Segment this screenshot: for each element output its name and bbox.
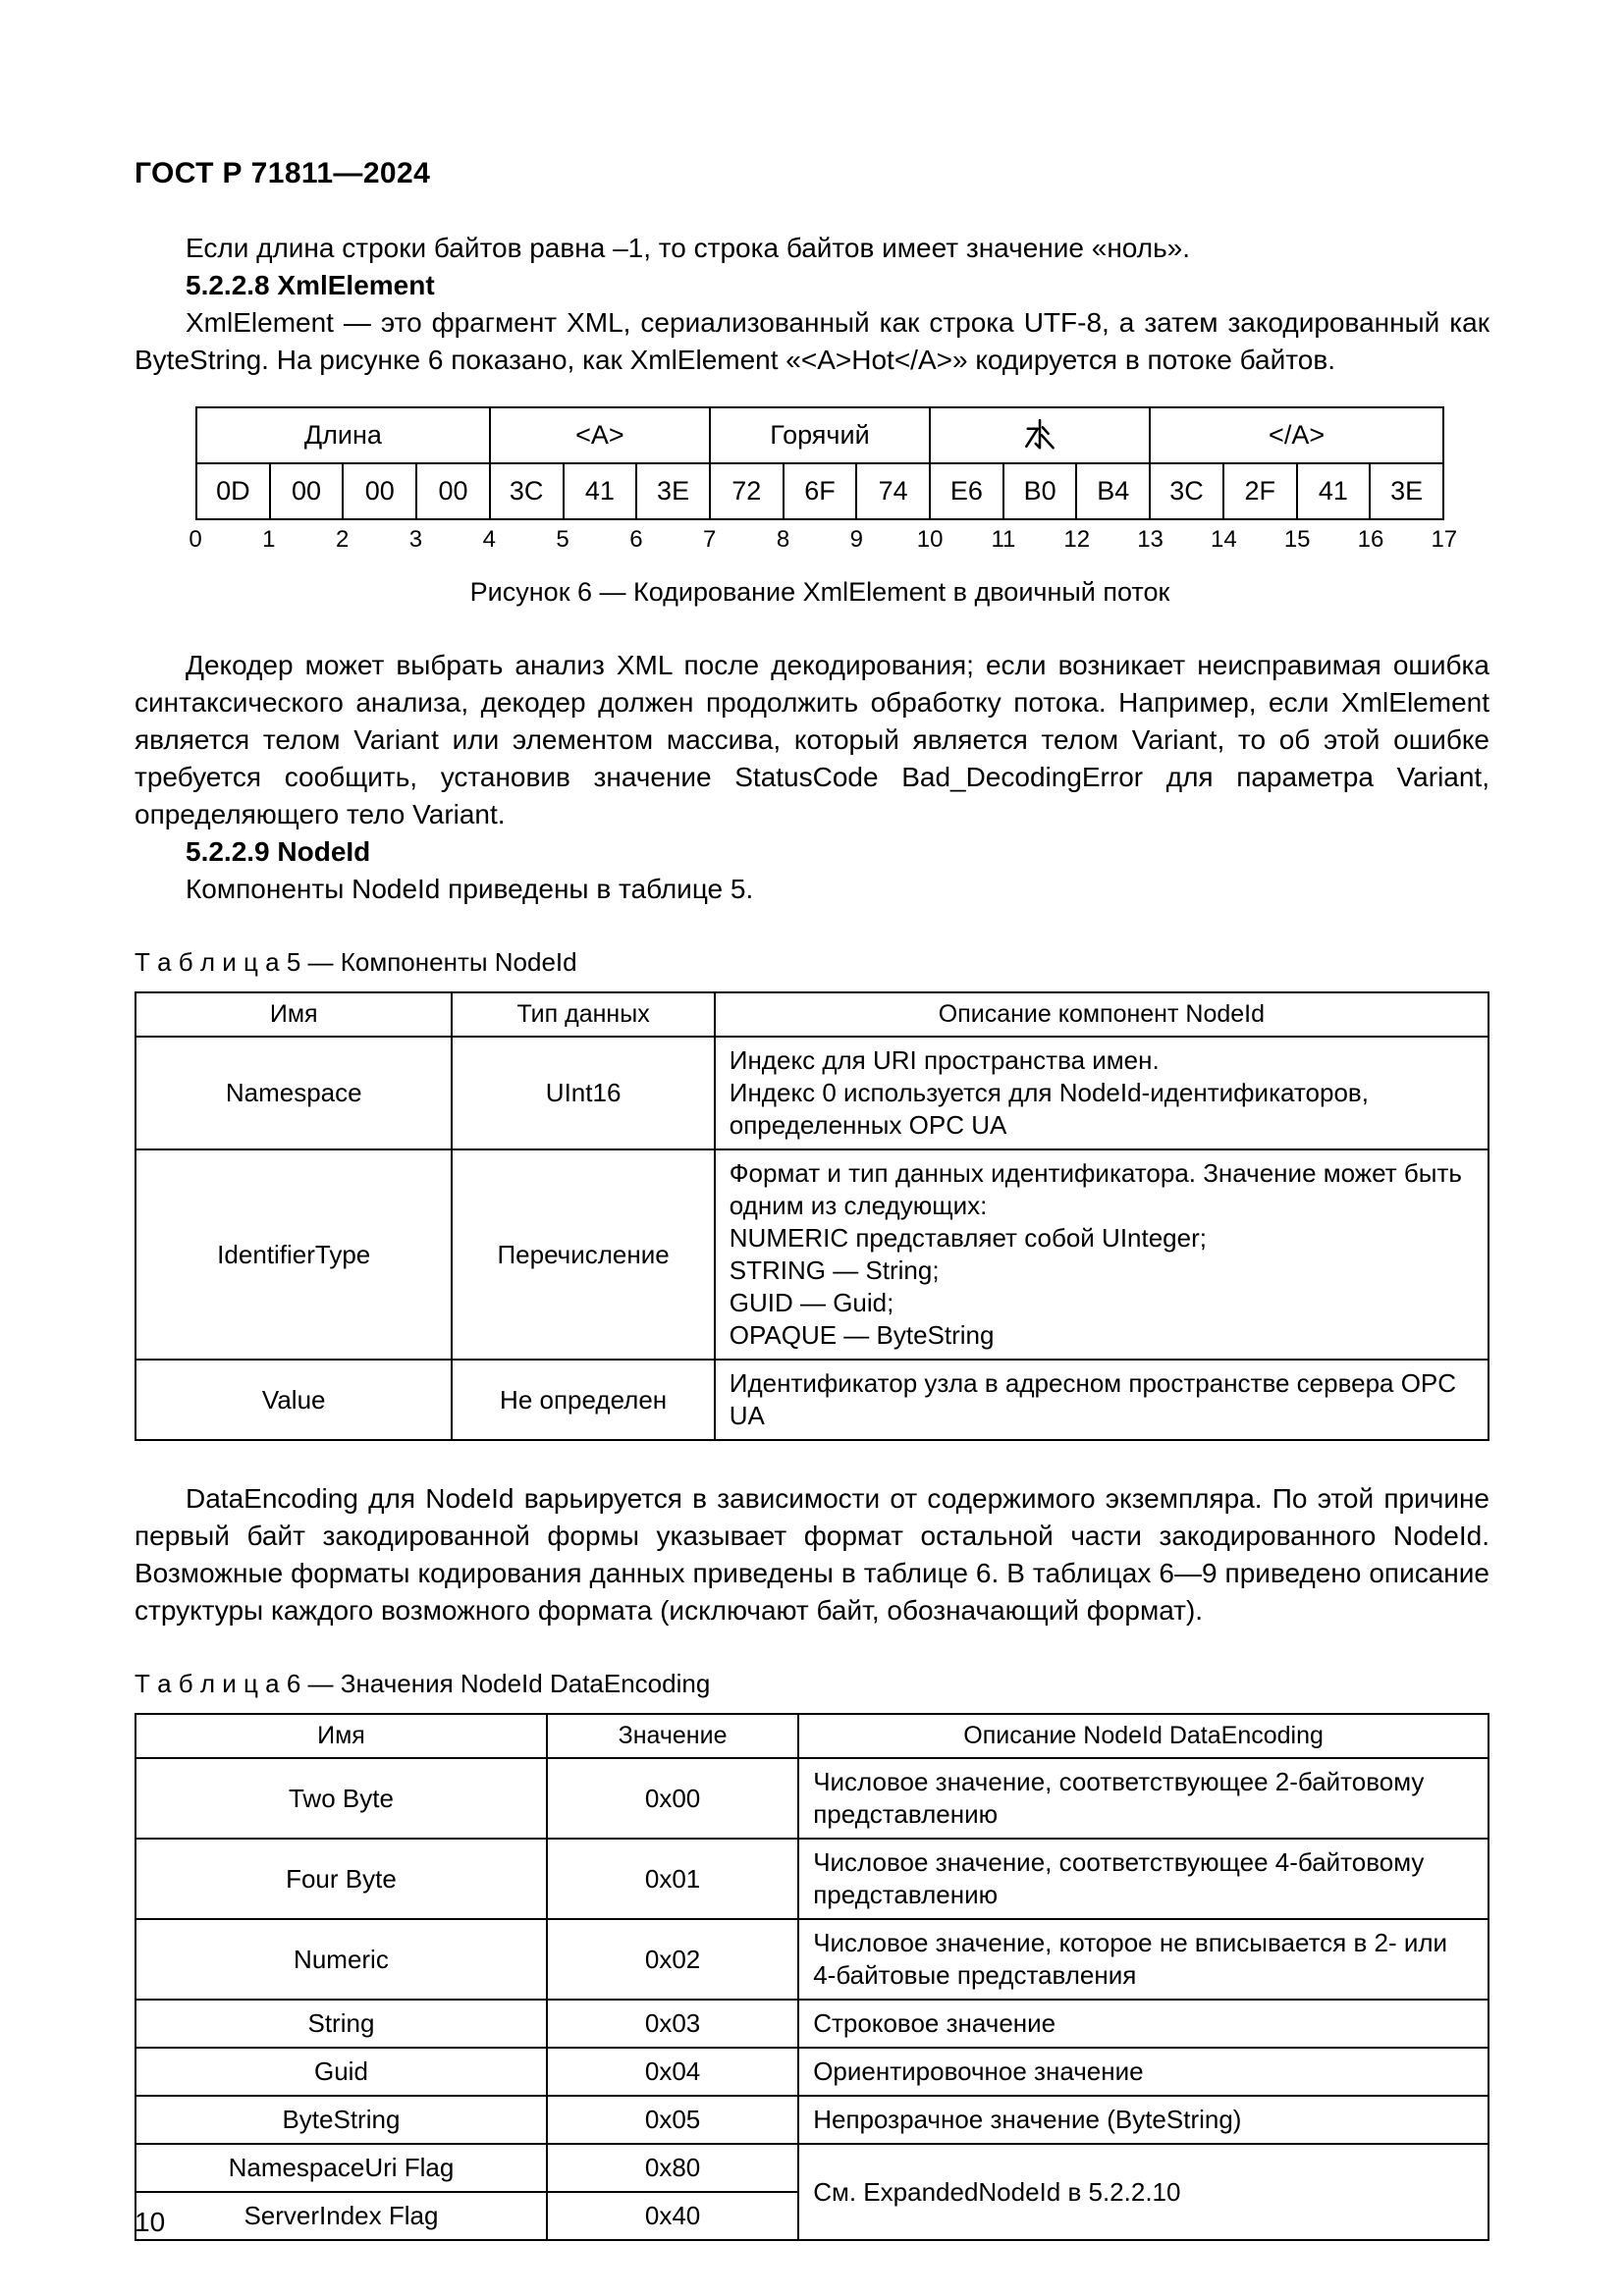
description-line: STRING — String; <box>729 1255 940 1285</box>
column-header-datatype: Тип данных <box>452 992 714 1037</box>
table-row-identifiertype <box>135 1149 1489 1360</box>
cell-description: Числовое значение, соответствующее 2-байтовому представлению <box>798 1758 1489 1839</box>
cell-datatype: UInt16 <box>452 1037 714 1149</box>
paragraph-decoder: Декодер может выбрать анализ XML после декодирования; если возникает неисправимая ошибка синтаксического анализа, декодер должен продолжить обработку потока. Например, если XmlElement является телом Variant или элементом массива, который является телом Variant, то об этой ошибке требуется сообщить, установив значение StatusCode Bad_DecodingError для параметра Variant, определяющего тело Variant. <box>135 650 1489 829</box>
document-header: ГОСТ Р 71811—2024 <box>135 157 431 189</box>
table-6-header-row <box>135 1714 1489 1758</box>
offset-label: 8 <box>776 526 790 553</box>
byte-offset-labels <box>176 526 1464 554</box>
offset-label: 12 <box>1063 526 1091 553</box>
byte-cell: B0 <box>1003 463 1077 519</box>
description-line: Формат и тип данных идентификатора. Значение может быть одним из следующих: <box>729 1158 1462 1220</box>
byte-encoding-table <box>195 406 1444 520</box>
heading-5-2-2-9-nodeid: 5.2.2.9 NodeId <box>186 836 371 867</box>
offset-label: 3 <box>408 526 423 553</box>
cell-description: Ориентировочное значение <box>798 2048 1489 2096</box>
byte-cell: 3E <box>636 463 710 519</box>
cell-description <box>715 1037 1489 1149</box>
table-6-label: Т а б л и ц а 6 — Значения NodeId DataEncoding <box>135 1669 711 1698</box>
offset-label: 9 <box>849 526 863 553</box>
cell-name: ByteString <box>135 2096 547 2144</box>
cell-name: IdentifierType <box>135 1149 452 1360</box>
table-row-two-byte <box>135 1758 1489 1839</box>
cell-description: Непрозрачное значение (ByteString) <box>798 2096 1489 2144</box>
cell-name: String <box>135 2000 547 2048</box>
description-line: GUID — Guid; <box>729 1288 894 1317</box>
table-row-string <box>135 2000 1489 2048</box>
cell-description-merged: См. ExpandedNodeId в 5.2.2.10 <box>798 2144 1489 2240</box>
group-label-close-a: </A> <box>1150 407 1443 463</box>
cell-value: 0x00 <box>547 1758 798 1839</box>
table-5-nodeid-components <box>135 991 1489 1441</box>
table-row-value <box>135 1360 1489 1440</box>
cell-name: Namespace <box>135 1037 452 1149</box>
cell-value: 0x02 <box>547 1919 798 2000</box>
byte-cell: 00 <box>416 463 490 519</box>
table-5-header-row <box>135 992 1489 1037</box>
group-label-hot: Горячий <box>710 407 930 463</box>
offset-label: 6 <box>629 526 643 553</box>
byte-cell: 41 <box>1297 463 1371 519</box>
water-character-text <box>1057 418 1058 419</box>
cell-description: Числовое значение, которое не вписывается в 2- или 4-байтовые представления <box>798 1919 1489 2000</box>
column-header-description: Описание NodeId DataEncoding <box>798 1714 1489 1758</box>
cell-description <box>715 1149 1489 1360</box>
offset-label: 2 <box>335 526 350 553</box>
group-label-open-a: <A> <box>490 407 710 463</box>
group-label-water <box>930 407 1150 463</box>
cell-value: 0x80 <box>547 2144 798 2192</box>
offset-label: 14 <box>1211 526 1237 553</box>
paragraph-xmlelement: XmlElement — это фрагмент XML, сериализованный как строка UTF-8, а затем закодированный как ByteString. На рисунке 6 показано, как XmlElement «<A>Hot</A>» кодируется в потоке байтов. <box>135 307 1489 375</box>
cell-value: 0x03 <box>547 2000 798 2048</box>
offset-label: 10 <box>916 526 944 553</box>
cell-value: 0x01 <box>547 1839 798 1919</box>
description-line: Индекс для URI пространства имен. <box>729 1045 1160 1075</box>
cell-datatype: Не определен <box>452 1360 714 1440</box>
table-6-nodeid-dataencoding <box>135 1713 1489 2241</box>
byte-cell: 3E <box>1370 463 1443 519</box>
byte-cell: 3C <box>1150 463 1223 519</box>
cell-name: Value <box>135 1360 452 1440</box>
cell-description <box>715 1360 1489 1440</box>
cell-name: ServerIndex Flag <box>135 2192 547 2240</box>
byte-cell: 72 <box>710 463 784 519</box>
table-row-guid <box>135 2048 1489 2096</box>
table-row-bytestring <box>135 2096 1489 2144</box>
paragraph-dataencoding: DataEncoding для NodeId варьируется в зависимости от содержимого экземпляра. По этой причине первый байт закодированной формы указывает формат остальной части закодированного NodeId. Возможные форматы кодирования данных приведены в таблице 6. В таблицах 6—9 приведено описание структуры каждого возможного формата (исключают байт, обозначающий формат). <box>135 1483 1489 1626</box>
cell-name: Four Byte <box>135 1839 547 1919</box>
offset-label: 11 <box>991 526 1016 553</box>
column-header-value: Значение <box>547 1714 798 1758</box>
cell-name: Numeric <box>135 1919 547 2000</box>
offset-label: 7 <box>703 526 717 553</box>
table-row-numeric <box>135 1919 1489 2000</box>
cell-name: Guid <box>135 2048 547 2096</box>
table-row-namespace <box>135 1037 1489 1149</box>
offset-label: 16 <box>1357 526 1384 553</box>
byte-cell: 00 <box>343 463 416 519</box>
description-line: Идентификатор узла в адресном пространстве сервера OPC UA <box>729 1368 1457 1430</box>
column-header-name: Имя <box>135 992 452 1037</box>
paragraph-bytestring-null: Если длина строки байтов равна –1, то строка байтов имеет значение «ноль». <box>186 233 1191 263</box>
byte-cell: 0D <box>196 463 270 519</box>
cell-value: 0x04 <box>547 2048 798 2096</box>
byte-cell: 00 <box>270 463 344 519</box>
byte-cell: B4 <box>1076 463 1150 519</box>
cell-value: 0x05 <box>547 2096 798 2144</box>
offset-label: 0 <box>189 526 202 553</box>
page-number: 10 <box>135 2207 166 2237</box>
byte-cell: E6 <box>930 463 1003 519</box>
column-header-description: Описание компонент NodeId <box>715 992 1489 1037</box>
description-line: OPAQUE — ByteString <box>729 1320 995 1350</box>
table-5-label: Т а б л и ц а 5 — Компоненты NodeId <box>135 947 577 977</box>
offset-label: 5 <box>556 526 569 553</box>
description-line: NUMERIC представляет собой UInteger; <box>729 1223 1207 1253</box>
heading-5-2-2-8-xmlelement: 5.2.2.8 XmlElement <box>186 270 435 300</box>
column-header-name: Имя <box>135 1714 547 1758</box>
water-character-icon <box>1022 418 1057 454</box>
paragraph-nodeid-components: Компоненты NodeId приведены в таблице 5. <box>186 874 754 904</box>
cell-name: NamespaceUri Flag <box>135 2144 547 2192</box>
byte-cell: 2F <box>1223 463 1297 519</box>
byte-cell: 6F <box>784 463 857 519</box>
cell-description: Строковое значение <box>798 2000 1489 2048</box>
byte-cell: 74 <box>856 463 930 519</box>
table-row-four-byte <box>135 1839 1489 1919</box>
cell-description: Числовое значение, соответствующее 4-байтовому представлению <box>798 1839 1489 1919</box>
description-line: Индекс 0 используется для NodeId-идентификаторов, определенных OPC UA <box>729 1078 1369 1140</box>
group-label-length: Длина <box>196 407 490 463</box>
byte-values-row <box>196 463 1443 519</box>
cell-value: 0x40 <box>547 2192 798 2240</box>
byte-cell: 3C <box>490 463 564 519</box>
offset-label: 15 <box>1283 526 1311 553</box>
byte-cell: 41 <box>564 463 637 519</box>
offset-label: 17 <box>1431 526 1458 553</box>
figure-6-caption: Рисунок 6 — Кодирование XmlElement в двоичный поток <box>469 577 1170 607</box>
table-row-namespaceuri-flag <box>135 2144 1489 2192</box>
byte-group-header-row <box>196 407 1443 463</box>
cell-datatype: Перечисление <box>452 1149 714 1360</box>
offset-label: 1 <box>262 526 276 553</box>
cell-name: Two Byte <box>135 1758 547 1839</box>
offset-label: 13 <box>1137 526 1164 553</box>
offset-label: 4 <box>482 526 496 553</box>
figure-6-byte-encoding <box>189 406 1458 608</box>
